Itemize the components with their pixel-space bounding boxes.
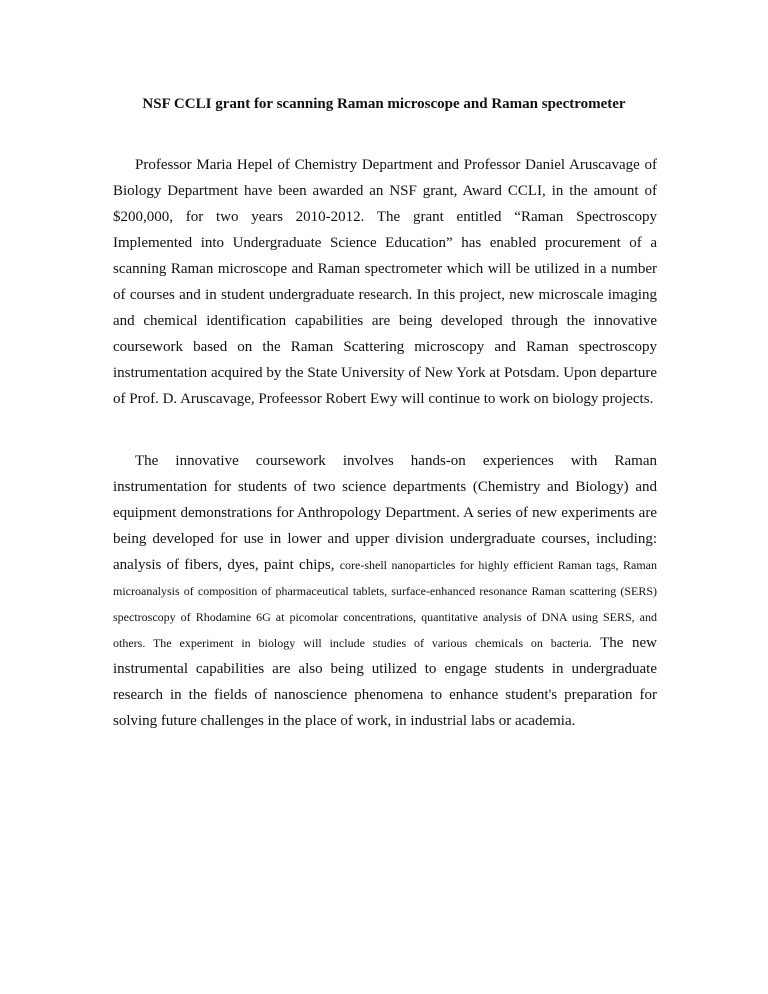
document-title: NSF CCLI grant for scanning Raman microscope and Raman spectrometer	[142, 96, 626, 112]
paragraph-coursework	[113, 448, 657, 734]
paragraph-coursework-experiments: core-shell nanoparticles for highly efficient Raman tags, Raman microanalysis of composition of pharmaceutical tablets, surface-enhanced resonance Raman scattering (SERS) spectroscopy of Rhodamine 6G at picomolar concentrations, quantitative analysis of DNA using SERS, and others. The experiment in biology will include studies of various chemicals on bacteria.	[113, 558, 658, 650]
paragraph-coursework-end: The new instrumental capabilities are also being utilized to engage students in undergraduate research in the fields of nanoscience phenomena to enhance student's preparation for solving future challenges in the place of work, in industrial labs or academia.	[113, 635, 657, 729]
paragraph-coursework-start: The innovative coursework involves hands-on experiences with Raman instrumentation for students of two science departments (Chemistry and Biology) and equipment demonstrations for Anthropology Department. A series of new experiments are being developed for use in lower and upper division undergraduate courses, including: analysis of fibers, dyes, paint chips,	[113, 453, 657, 573]
paragraph-grant-award: Professor Maria Hepel of Chemistry Department and Professor Daniel Aruscavage of Biology Department have been awarded an NSF grant, Award CCLI, in the amount of $200,000, for two years 2010-2012. The grant entitled “Raman Spectroscopy Implemented into Undergraduate Science Education” has enabled procurement of a scanning Raman microscope and Raman spectrometer which will be utilized in a number of courses and in student undergraduate research. In this project, new microscale imaging and chemical identification capabilities are being developed through the innovative coursework based on the Raman Scattering microscopy and Raman spectroscopy instrumentation acquired by the State University of New York at Potsdam. Upon departure of Prof. D. Aruscavage, Profeessor Robert Ewy will continue to work on biology projects.	[113, 157, 657, 407]
